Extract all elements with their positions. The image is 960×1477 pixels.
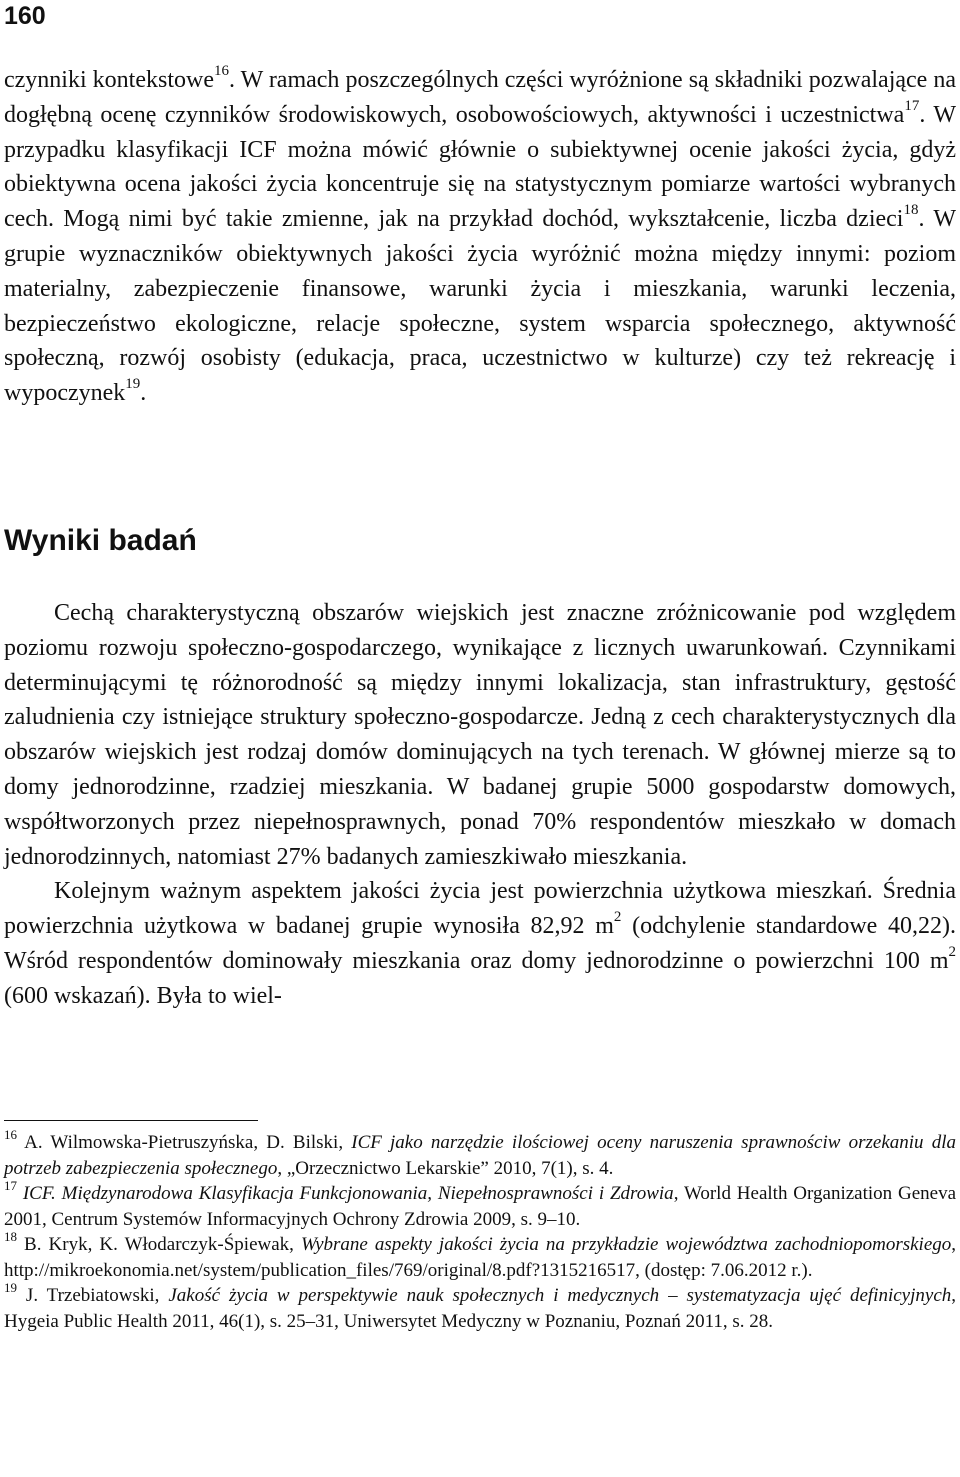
footnote-title: ICF jako narzędzie ilościowej oceny naruszenia sprawnościw orzekaniu dla potrzeb zabezpieczenia społecznego <box>4 1132 956 1179</box>
footnote-source: , Hygeia Public Health 2011, 46(1), s. 25–31, Uniwersytet Medyczny w Poznaniu, Poznań 2011, s. 28. <box>4 1285 957 1332</box>
paragraph-text: (odchylenie standardowe 40,22). Wśród respondentów dominowały mieszkania oraz domy jednorodzinne o powierzchni 100 m <box>4 913 956 974</box>
paragraph-area <box>4 874 956 1013</box>
footnote-18 <box>4 1228 957 1283</box>
superscript: 2 <box>613 909 622 926</box>
footnote-ref-18[interactable]: 18 <box>903 202 919 219</box>
footnote-title: ICF. Międzynarodowa Klasyfikacja Funkcjonowania, Niepełnosprawności i Zdrowia <box>22 1183 674 1204</box>
footnote-author: J. Trzebiatowski, <box>17 1285 169 1306</box>
footnote-number: 17 <box>4 1177 17 1193</box>
paragraph-text: . W ramach poszczególnych części wyróżnione są składniki pozwalające na dogłębną ocenę czynników środowiskowych, osobowościowych, aktywności i uczestnictwa <box>4 67 957 128</box>
footnote-ref-17[interactable]: 17 <box>904 97 920 114</box>
superscript: 2 <box>948 943 956 960</box>
footnote-number: 19 <box>4 1279 17 1295</box>
footnote-ref-19[interactable]: 19 <box>125 376 141 393</box>
paragraph-text: czynniki kontekstowe <box>4 67 214 93</box>
paragraph-text: (600 wskazań). Była to wiel- <box>4 982 282 1009</box>
paragraph-text: . <box>140 380 147 407</box>
paragraph-text: . W przypadku klasyfikacji ICF można mówić głównie o subiektywnej ocenie jakości życia, gdyż obiektywna ocena jakości życia koncentruje się na statystycznym pomiarze wartości wybranych cech. Mogą nimi być takie zmienne, jak na przykład dochód, wykształcenie, liczba dzieci <box>4 101 957 233</box>
footnote-author: B. Kryk, K. Włodarczyk-Śpiewak, <box>17 1234 301 1255</box>
paragraph-intro <box>4 63 956 411</box>
footnote-19 <box>4 1279 957 1334</box>
footnote-title: Wybrane aspekty jakości życia na przykładzie województwa zachodniopomorskiego <box>300 1234 952 1255</box>
footnote-separator <box>4 1120 258 1121</box>
footnotes <box>4 1126 957 1334</box>
footnote-source: , World Health Organization Geneva 2001, Centrum Systemów Informacyjnych Ochrony Zdrowia 2009, s. 9–10. <box>4 1183 957 1230</box>
paragraph-text: . W grupie wyznaczników obiektywnych jakości życia wyróżnić można między innymi: poziom materialny, zabezpieczenie finansowe, warunki życia i mieszkania, warunki leczenia, bezpieczeństwo ekologiczne, relacje społeczne, system wsparcia społecznego, aktywność społeczną, rozwój osobisty (edukacja, praca, uczestnictwo w kulturze) czy też rekreację i wypoczynek <box>4 206 957 407</box>
footnote-source[interactable]: , http://mikroekonomia.net/system/publication_files/769/original/8.pdf?1315216517, (dostęp: 7.06.2012 r.). <box>4 1234 957 1281</box>
paragraph-text: Kolejnym ważnym aspektem jakości życia jest powierzchnia użytkowa mieszkań. Średnia powierzchnia użytkowa w badanej grupie wynosiła 82,92 m <box>4 878 956 940</box>
footnote-title: Jakość życia w perspektywie nauk społecznych i medycznych – systematyzacja ujęć definicyjnych <box>168 1285 952 1306</box>
page-number: 160 <box>4 2 46 30</box>
paragraph-results: Cechą charakterystyczną obszarów wiejskich jest znaczne zróżnicowanie pod względem poziomu rozwoju społeczno-gospodarczego, wynikające z licznych uwarunkowań. Czynnikami determinującymi tę różnorodność są między innymi lokalizacja, stan infrastruktury, gęstość zaludnienia czy istniejące struktury społeczno-gospodarcze. Jedną z cech charakterystycznych dla obszarów wiejskich jest rodzaj domów dominujących na tych terenach. W głównej mierze są to domy jednorodzinne, rzadziej mieszkania. W badanej grupie 5000 gospodarstw domowych, współtworzonych przez niepełnosprawnych, ponad 70% respondentów mieszkało w domach jednorodzinnych, natomiast 27% badanych zamieszkiwało mieszkania. <box>4 600 956 870</box>
footnote-17 <box>4 1177 957 1232</box>
footnote-number: 18 <box>4 1228 17 1244</box>
footnote-16 <box>4 1126 956 1181</box>
footnote-author: A. Wilmowska-Pietruszyńska, D. Bilski, <box>17 1132 352 1153</box>
footnote-source: , „Orzecznictwo Lekarskie” 2010, 7(1), s. 4. <box>277 1157 614 1179</box>
results-section <box>4 596 956 1014</box>
footnote-number: 16 <box>4 1126 17 1142</box>
section-heading: Wyniki badań <box>4 524 197 557</box>
footnote-ref-16[interactable]: 16 <box>213 63 229 79</box>
